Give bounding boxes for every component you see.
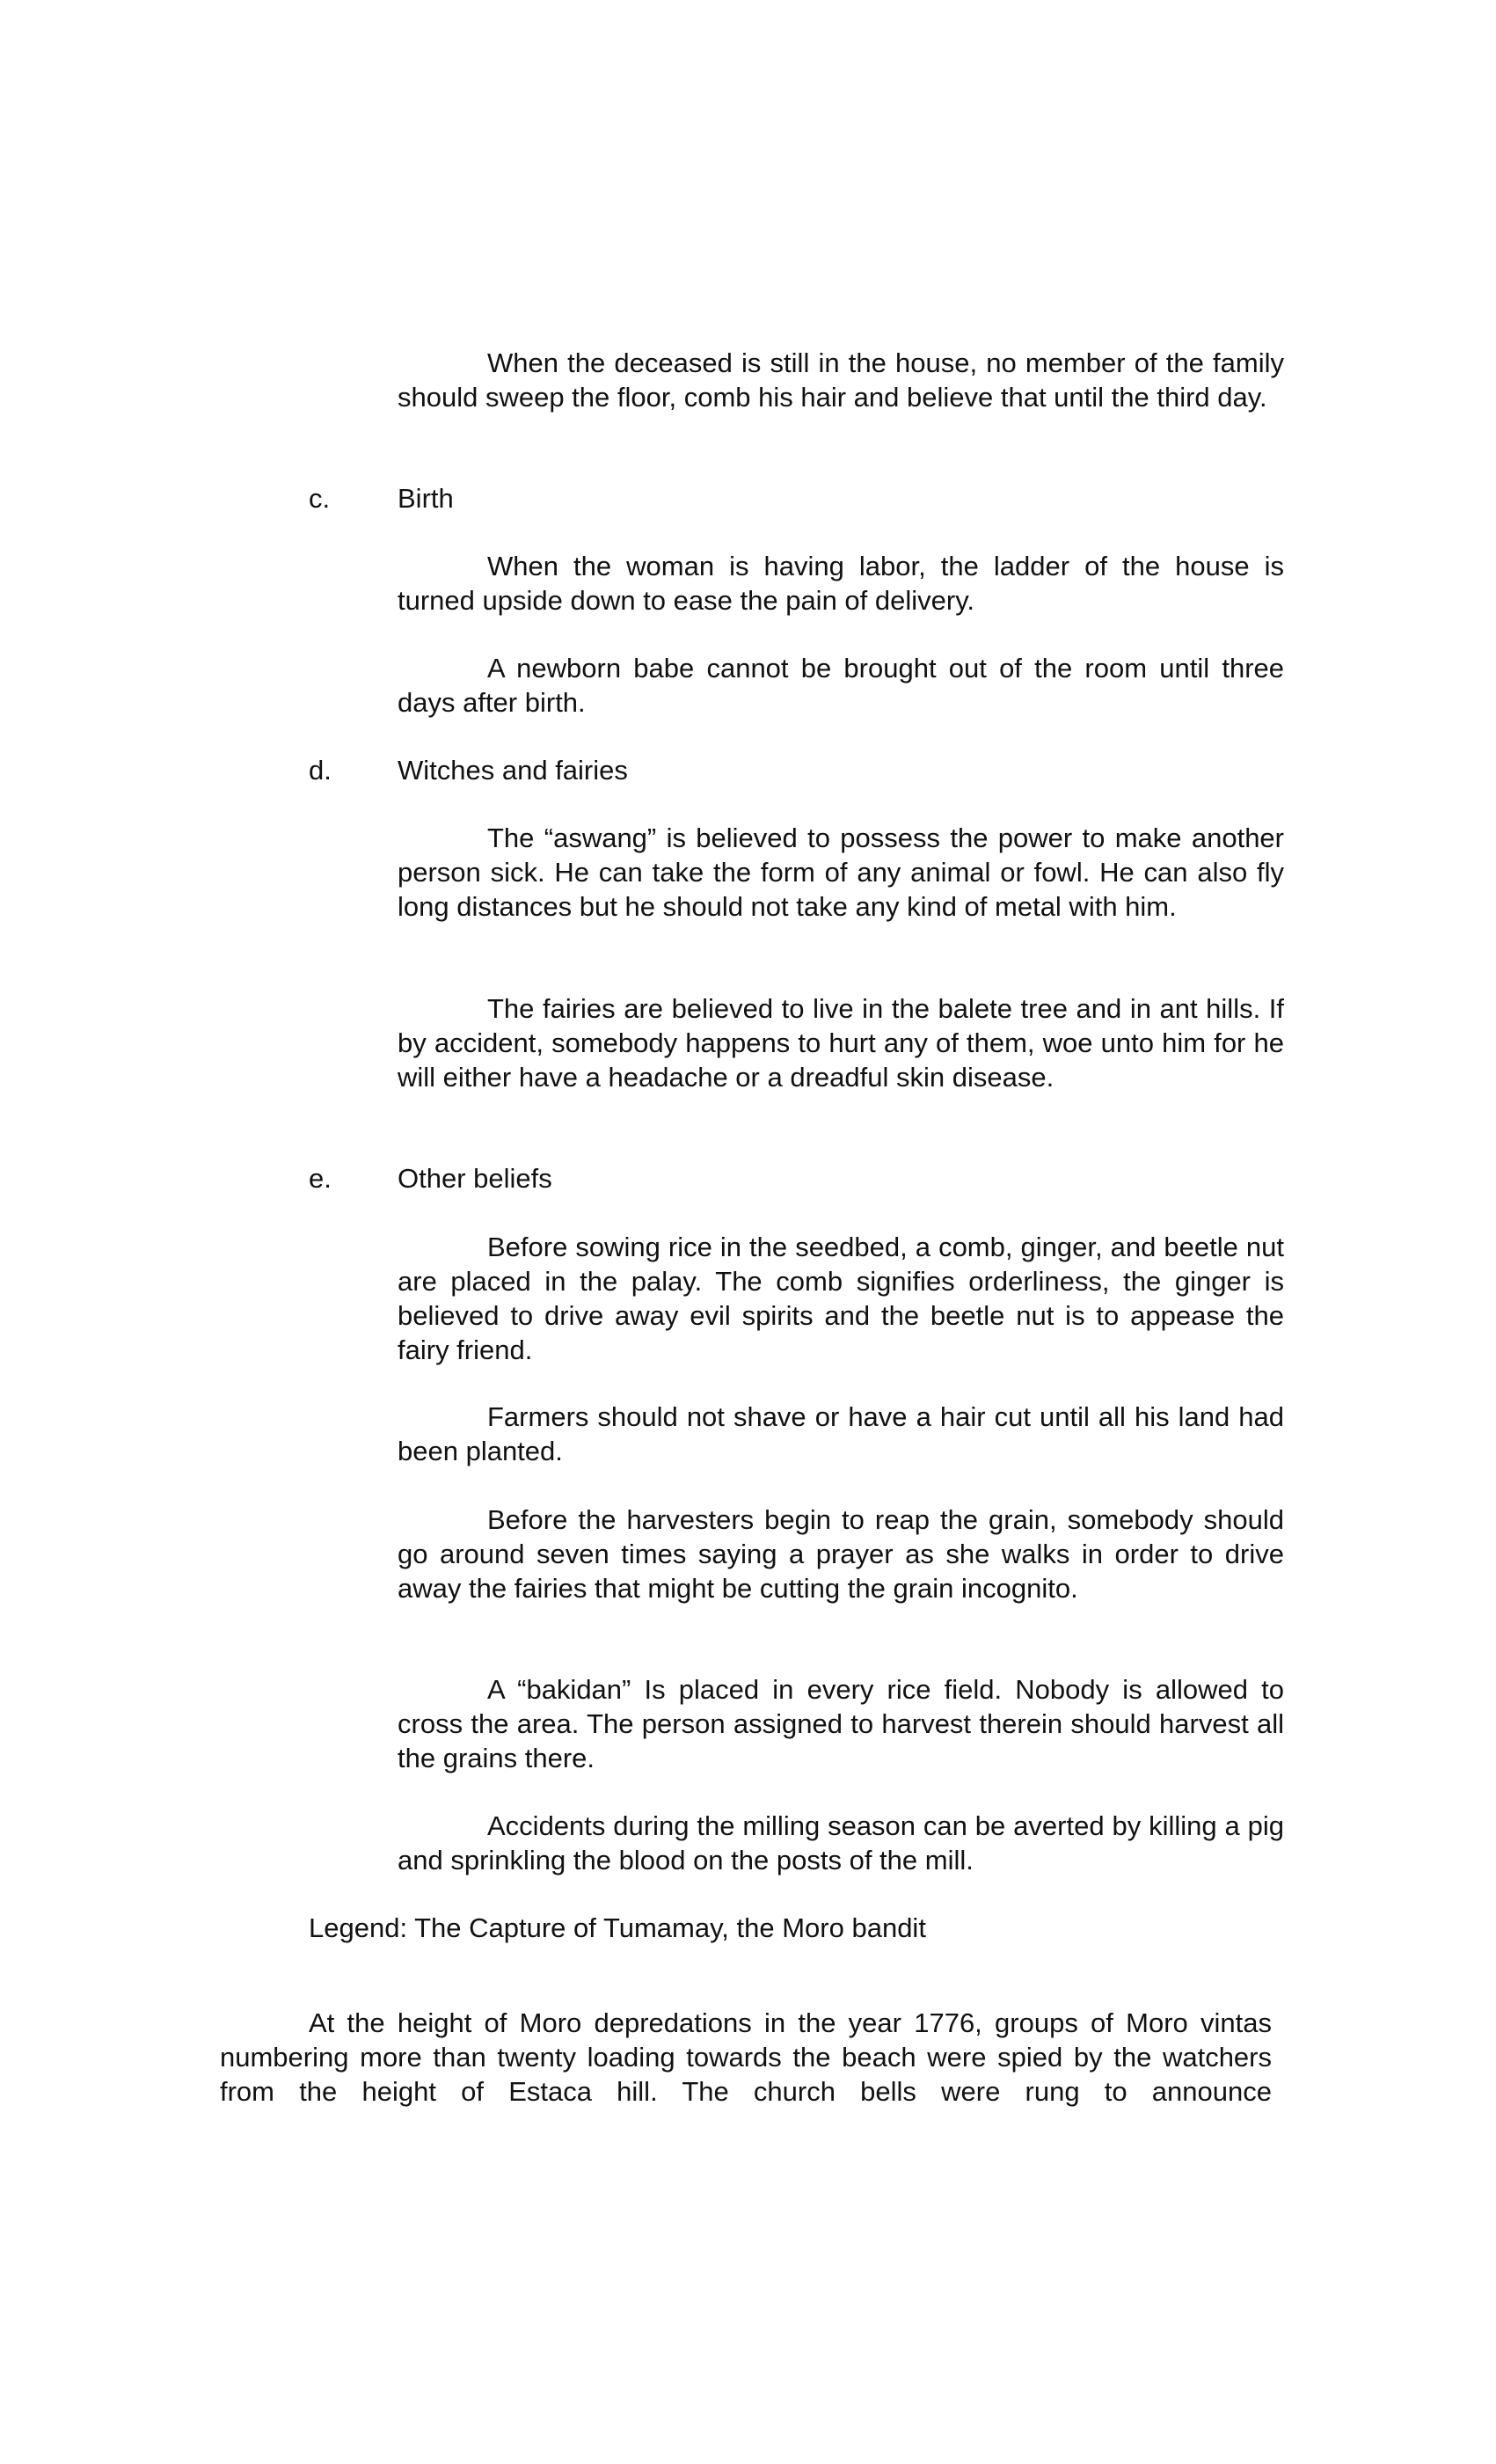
section-c-heading: Birth <box>398 483 454 514</box>
section-d-marker: d. <box>309 755 332 786</box>
section-e-marker: e. <box>309 1163 332 1194</box>
section-d-heading: Witches and fairies <box>398 755 628 786</box>
legend-title: Legend: The Capture of Tumamay, the Moro bandit <box>309 1912 926 1943</box>
paragraph-sowing: Before sowing rice in the seedbed, a comb, ginger, and beetle nut are placed in the palay. The comb signifies orderliness, the ginger is believed to drive away evil spirits and the beetle nut is to appease the fairy friend. <box>398 1232 1284 1365</box>
paragraph-fairies: The fairies are believed to live in the balete tree and in ant hills. If by accident, somebody happens to hurt any of them, woe unto him for he will either have a headache or a dreadful skin disease. <box>398 993 1284 1093</box>
paragraph-harvesters: Before the harvesters begin to reap the grain, somebody should go around seven times saying a prayer as she walks in order to drive away the fairies that might be cutting the grain incognito. <box>398 1504 1284 1604</box>
paragraph-birth-newborn: A newborn babe cannot be brought out of the room until three days after birth. <box>398 653 1284 718</box>
paragraph-milling: Accidents during the milling season can be averted by killing a pig and sprinkling the blood on the posts of the mill. <box>398 1810 1284 1875</box>
section-c-marker: c. <box>309 483 331 514</box>
section-e-heading: Other beliefs <box>398 1163 552 1194</box>
paragraph-farmers: Farmers should not shave or have a hair cut until all his land had been planted. <box>398 1401 1284 1466</box>
paragraph-aswang: The “aswang” is believed to possess the power to make another person sick. He can take the form of any animal or fowl. He can also fly long distances but he should not take any kind of metal with him. <box>398 823 1284 922</box>
paragraph-bakidan: A “bakidan” Is placed in every rice field. Nobody is allowed to cross the area. The person assigned to harvest therein should harvest all the grains there. <box>398 1674 1284 1773</box>
paragraph-birth-labor: When the woman is having labor, the ladder of the house is turned upside down to ease the pain of delivery. <box>398 551 1284 616</box>
paragraph-moro: At the height of Moro depredations in the year 1776, groups of Moro vintas numbering more than twenty loading towards the beach were spied by the watchers from the height of Estaca hill. The church bells were rung to announce <box>220 2007 1272 2107</box>
paragraph-deceased: When the deceased is still in the house, no member of the family should sweep the floor, comb his hair and believe that until the third day. <box>398 347 1284 413</box>
